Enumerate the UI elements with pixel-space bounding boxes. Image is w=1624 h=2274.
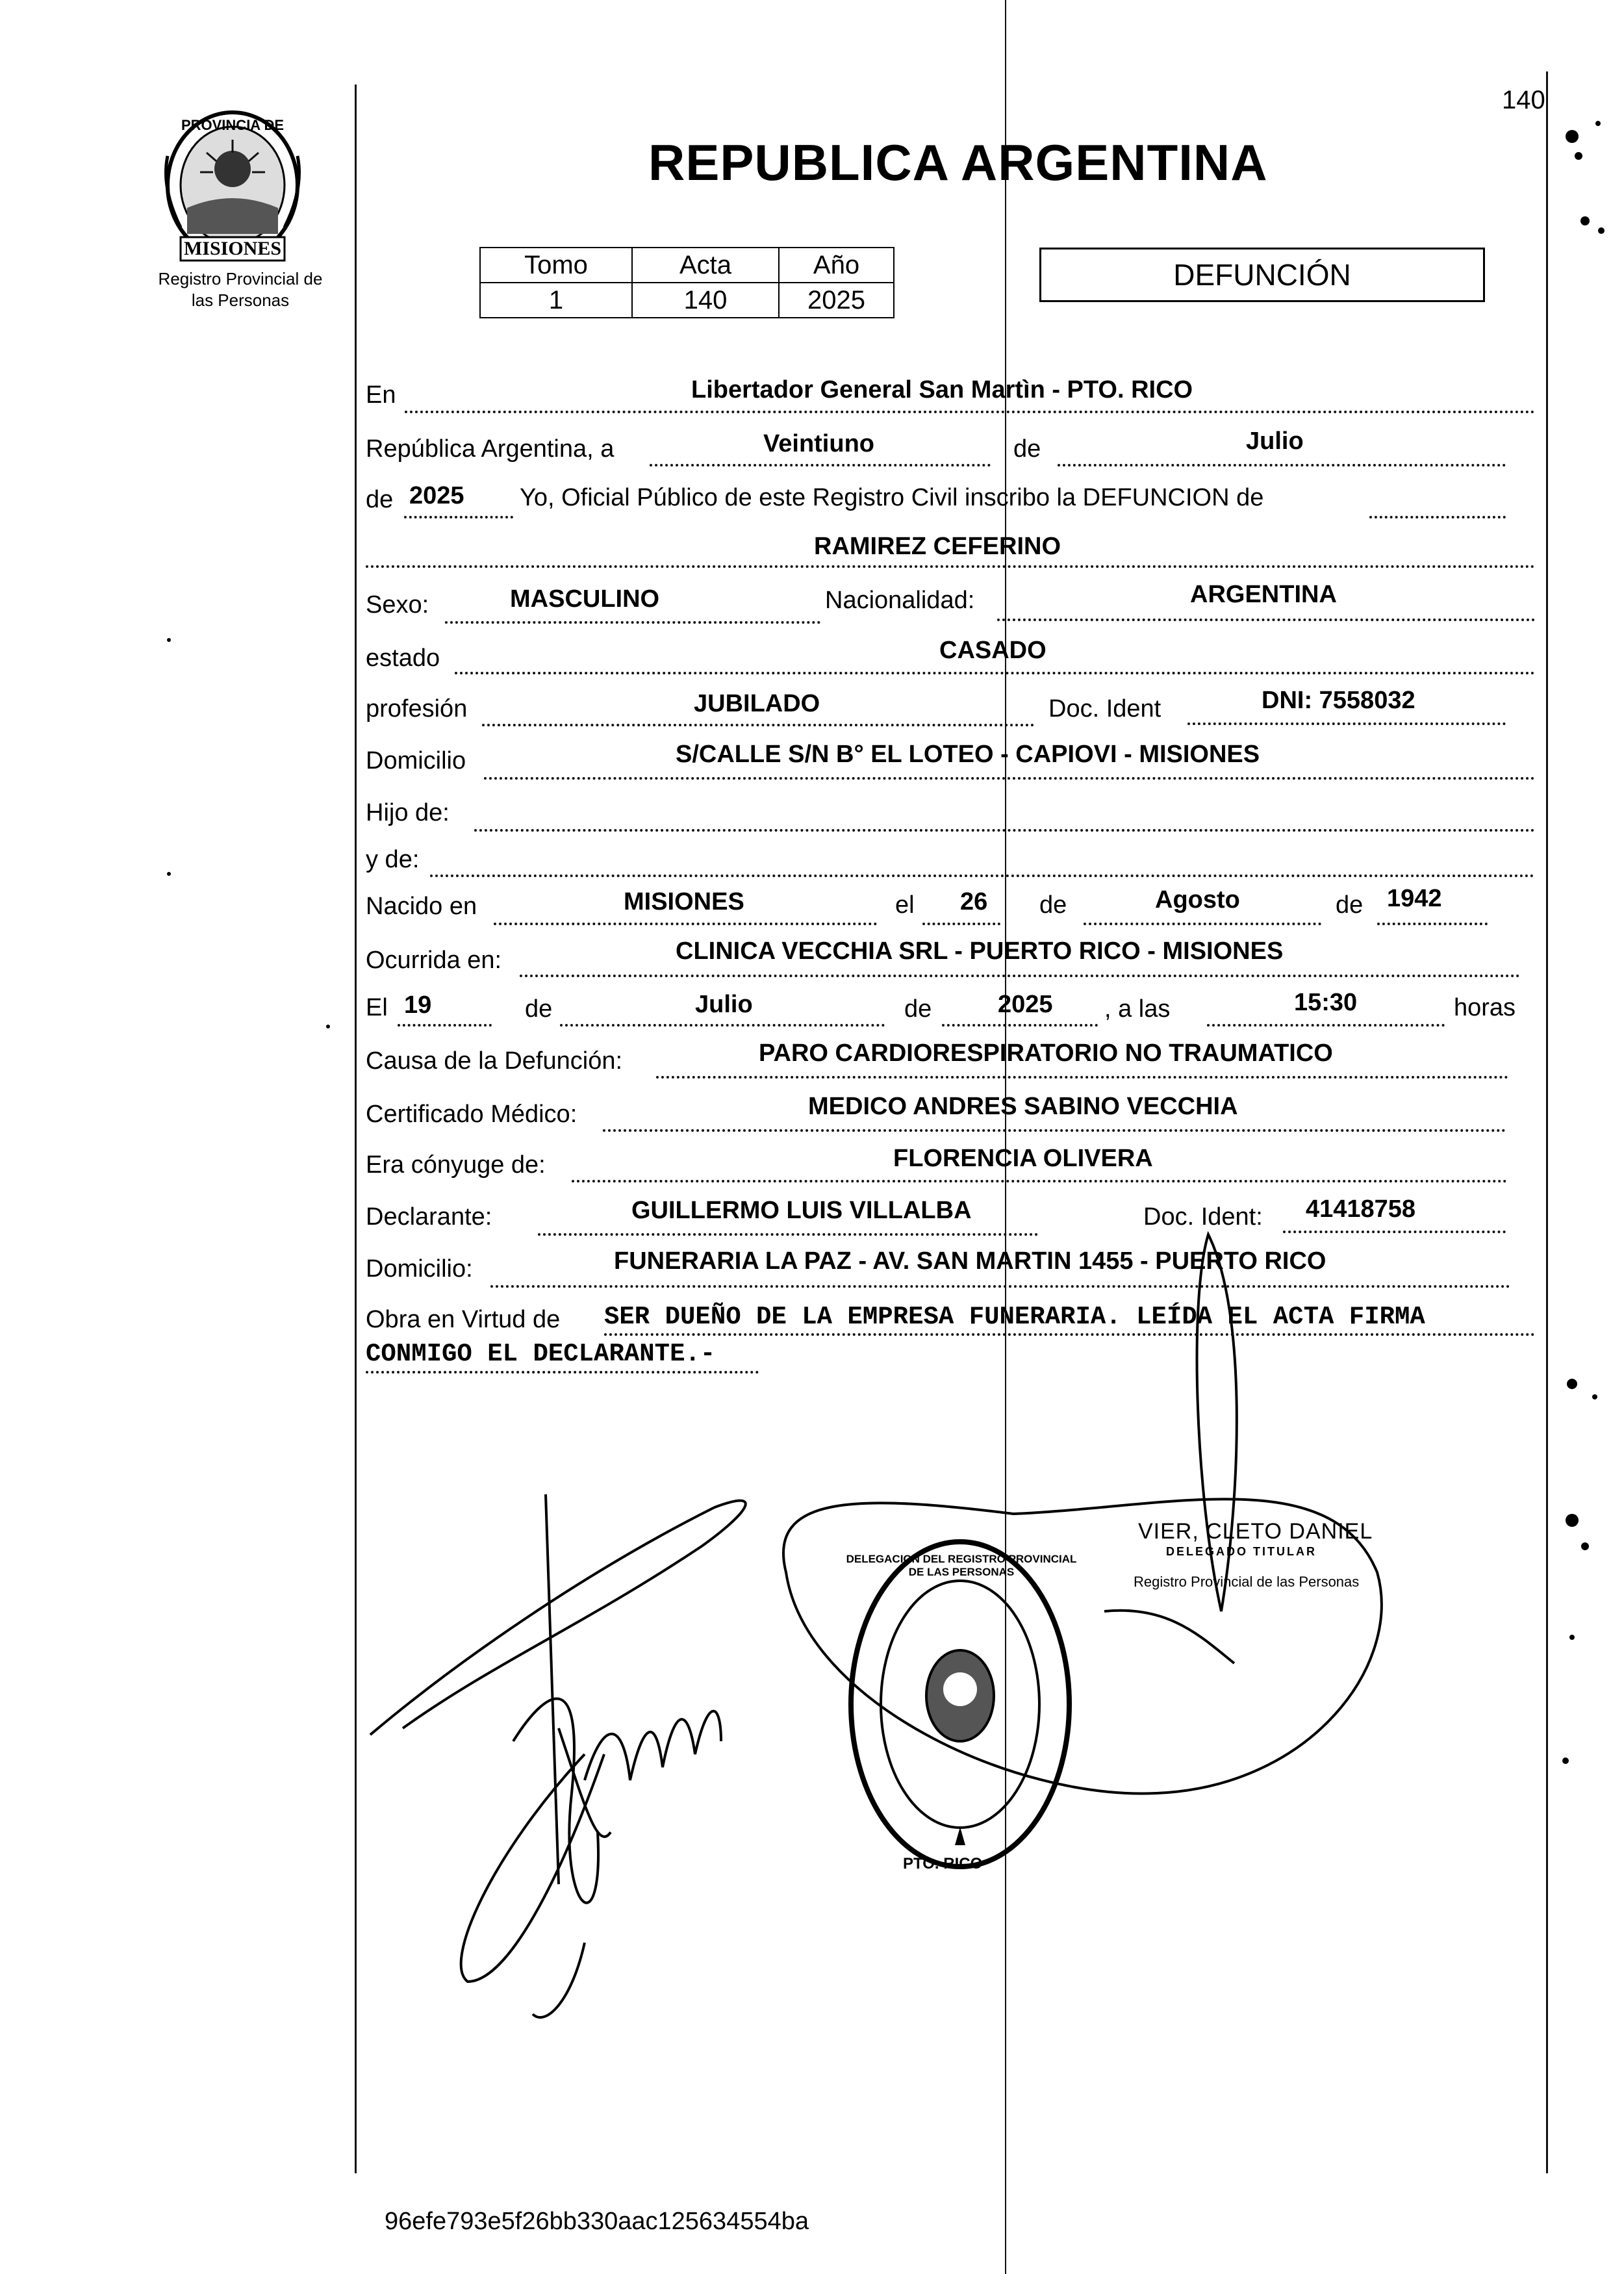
signatory-name: VIER, CLETO DANIEL [1138, 1519, 1373, 1544]
declarant-value: GUILLERMO LUIS VILLALBA [631, 1197, 972, 1224]
declarant-doc-label: Doc. Ident: [1143, 1203, 1263, 1231]
born-day: 26 [960, 888, 988, 915]
anio-header: Año [779, 248, 894, 283]
nationality-value: ARGENTINA [1190, 581, 1337, 608]
time-label: , a las [1104, 995, 1171, 1023]
death-time: 15:30 [1294, 989, 1358, 1016]
official-signature [783, 1234, 1382, 1793]
occurred-label: Ocurrida en: [366, 947, 502, 974]
born-de-label: de [1039, 891, 1067, 919]
tomo-header: Tomo [480, 248, 632, 283]
acta-value: 140 [632, 283, 779, 318]
deceased-name: RAMIREZ CEFERINO [814, 533, 1061, 560]
el-label: el [895, 891, 915, 919]
declarant-doc-value: 41418758 [1306, 1195, 1416, 1223]
born-place: MISIONES [624, 888, 744, 915]
born-year: 1942 [1387, 885, 1442, 912]
death-month: Julio [695, 991, 753, 1018]
place-value: Libertador General San Martìn - PTO. RICO [691, 376, 1193, 403]
svg-text:MISIONES: MISIONES [183, 238, 282, 259]
child-of-label: Hijo de: [366, 799, 450, 826]
born-month: Agosto [1155, 886, 1240, 913]
death-de2-label: de [904, 995, 932, 1023]
cert-label: Certificado Médico: [366, 1101, 577, 1128]
act-type-box: DEFUNCIÓN [1039, 248, 1485, 302]
virtue-label: Obra en Virtud de [366, 1306, 561, 1333]
declarant-label: Declarante: [366, 1203, 492, 1231]
el2-label: El [366, 994, 388, 1021]
cause-label: Causa de la Defunción: [366, 1047, 623, 1075]
profession-label: profesión [366, 695, 468, 722]
sex-value: MASCULINO [510, 585, 660, 613]
hours-label: horas [1454, 994, 1516, 1021]
death-de-label: de [525, 995, 553, 1023]
spouse-value: FLORENCIA OLIVERA [893, 1145, 1153, 1172]
cert-value: MEDICO ANDRES SABINO VECCHIA [808, 1093, 1238, 1120]
born-de2-label: de [1336, 891, 1364, 919]
profession-value: JUBILADO [694, 690, 820, 717]
svg-text:PROVINCIA DE: PROVINCIA DE [181, 117, 285, 133]
address-value: S/CALLE S/N B° EL LOTEO - CAPIOVI - MISIONES [676, 741, 1260, 768]
year-value: 2025 [409, 482, 464, 509]
occurred-value: CLINICA VECCHIA SRL - PUERTO RICO - MISIONES [676, 938, 1284, 965]
signatory-office: Registro Provincial de las Personas [1134, 1574, 1360, 1590]
doc-ident-value: DNI: 7558032 [1262, 687, 1415, 714]
page-title: REPUBLICA ARGENTINA [648, 134, 1268, 191]
spouse-label: Era cónyuge de: [366, 1151, 546, 1179]
signatory-role: DELEGADO TITULAR [1166, 1545, 1317, 1558]
en-label: En [366, 381, 396, 409]
anio-value: 2025 [779, 283, 894, 318]
stamp-text: DELEGACION DEL REGISTRO PROVINCIAL DE LAS PERSONAS [846, 1553, 1077, 1578]
civil-status-label: estado [366, 645, 440, 672]
virtue-value-1: SER DUEÑO DE LA EMPRESA FUNERARIA. LEÍDA EL ACTA FIRMA [604, 1303, 1425, 1331]
de-year-label: de [366, 486, 394, 513]
address-label: Domicilio [366, 747, 466, 774]
virtue-value-2: CONMIGO EL DECLARANTE.- [366, 1340, 716, 1368]
death-year: 2025 [998, 991, 1053, 1018]
declarant-address-value: FUNERARIA LA PAZ - AV. SAN MARTIN 1455 - PUERTO RICO [614, 1247, 1326, 1275]
stamp-location: PTO. RICO [903, 1855, 983, 1872]
nationality-label: Nacionalidad: [825, 587, 975, 614]
born-label: Nacido en [366, 893, 477, 920]
registry-label-line1: Registro Provincial de [158, 269, 323, 288]
de-label: de [1013, 435, 1041, 463]
death-day: 19 [404, 991, 432, 1019]
cause-value: PARO CARDIORESPIRATORIO NO TRAUMATICO [759, 1040, 1333, 1067]
registry-stamp [851, 1542, 1069, 1867]
tomo-value: 1 [480, 283, 632, 318]
declarant-address-label: Domicilio: [366, 1255, 473, 1283]
acta-header: Acta [632, 248, 779, 283]
doc-ident-label: Doc. Ident [1048, 695, 1161, 722]
scan-specks [167, 121, 1605, 1764]
republic-label: República Argentina, a [366, 435, 615, 463]
and-of-label: y de: [366, 846, 420, 873]
page-number: 140 [1502, 86, 1545, 114]
sex-label: Sexo: [366, 591, 429, 619]
month-value: Julio [1246, 428, 1304, 455]
registry-label-line2: las Personas [191, 290, 290, 310]
declarant-signature [370, 1494, 746, 2017]
day-value: Veintiuno [763, 430, 874, 457]
document-hash: 96efe793e5f26bb330aac125634554ba [385, 2208, 809, 2235]
official-text: Yo, Oficial Público de este Registro Civil inscribo la DEFUNCION de [520, 484, 1264, 511]
civil-status-value: CASADO [939, 637, 1047, 664]
